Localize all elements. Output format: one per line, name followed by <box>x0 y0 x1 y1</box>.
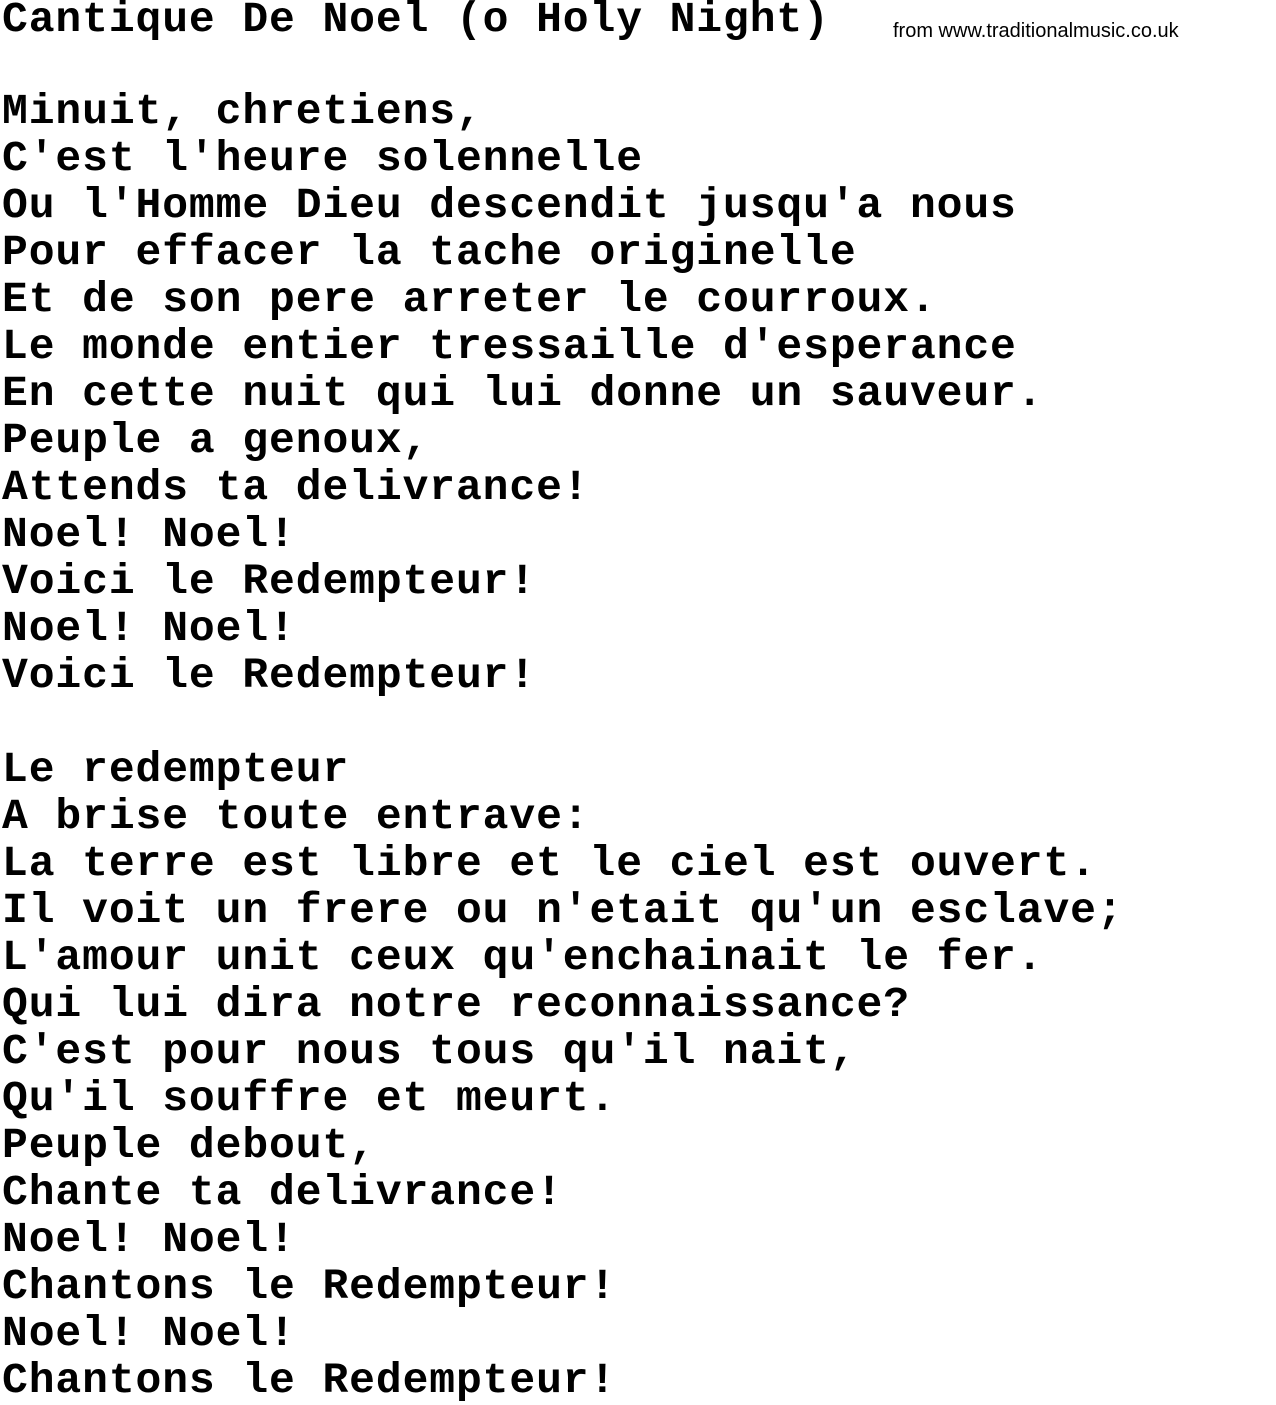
lyric-line: Peuple a genoux, <box>2 416 430 465</box>
lyric-line: Noel! Noel! <box>2 1309 296 1358</box>
lyric-line: Noel! Noel! <box>2 1215 296 1264</box>
lyric-line: Le redempteur <box>2 745 350 794</box>
song-title: Cantique De Noel (o Holy Night) <box>2 0 830 44</box>
lyric-line: Noel! Noel! <box>2 510 296 559</box>
lyric-line: En cette nuit qui lui donne un sauveur. <box>2 369 1044 418</box>
lyric-line: Attends ta delivrance! <box>2 463 590 512</box>
lyric-line: Qui lui dira notre reconnaissance? <box>2 980 910 1029</box>
stanza-2 <box>2 746 1124 1404</box>
lyric-line: Peuple debout, <box>2 1121 376 1170</box>
stanza-1 <box>2 88 1124 699</box>
lyric-line: Le monde entier tressaille d'esperance <box>2 322 1017 371</box>
lyric-line: Voici le Redempteur! <box>2 557 537 606</box>
lyric-line: Qu'il souffre et meurt. <box>2 1074 617 1123</box>
lyric-line: La terre est libre et le ciel est ouvert. <box>2 839 1097 888</box>
lyric-line: L'amour unit ceux qu'enchainait le fer. <box>2 933 1044 982</box>
source-attribution: from www.traditionalmusic.co.uk <box>893 20 1179 42</box>
lyric-line: Noel! Noel! <box>2 604 296 653</box>
lyric-line: Ou l'Homme Dieu descendit jusqu'a nous <box>2 181 1017 230</box>
lyric-line: A brise toute entrave: <box>2 792 590 841</box>
lyric-line: C'est pour nous tous qu'il nait, <box>2 1027 857 1076</box>
lyric-line: Et de son pere arreter le courroux. <box>2 275 937 324</box>
lyric-line: Voici le Redempteur! <box>2 651 537 700</box>
lyric-line: Chantons le Redempteur! <box>2 1262 617 1311</box>
lyric-line: Chante ta delivrance! <box>2 1168 563 1217</box>
lyric-line: C'est l'heure solennelle <box>2 134 643 183</box>
lyrics-body <box>2 88 1124 1404</box>
lyric-line: Chantons le Redempteur! <box>2 1356 617 1405</box>
lyric-line: Minuit, chretiens, <box>2 87 483 136</box>
lyric-line: Pour effacer la tache originelle <box>2 228 857 277</box>
lyric-line: Il voit un frere ou n'etait qu'un esclave; <box>2 886 1124 935</box>
